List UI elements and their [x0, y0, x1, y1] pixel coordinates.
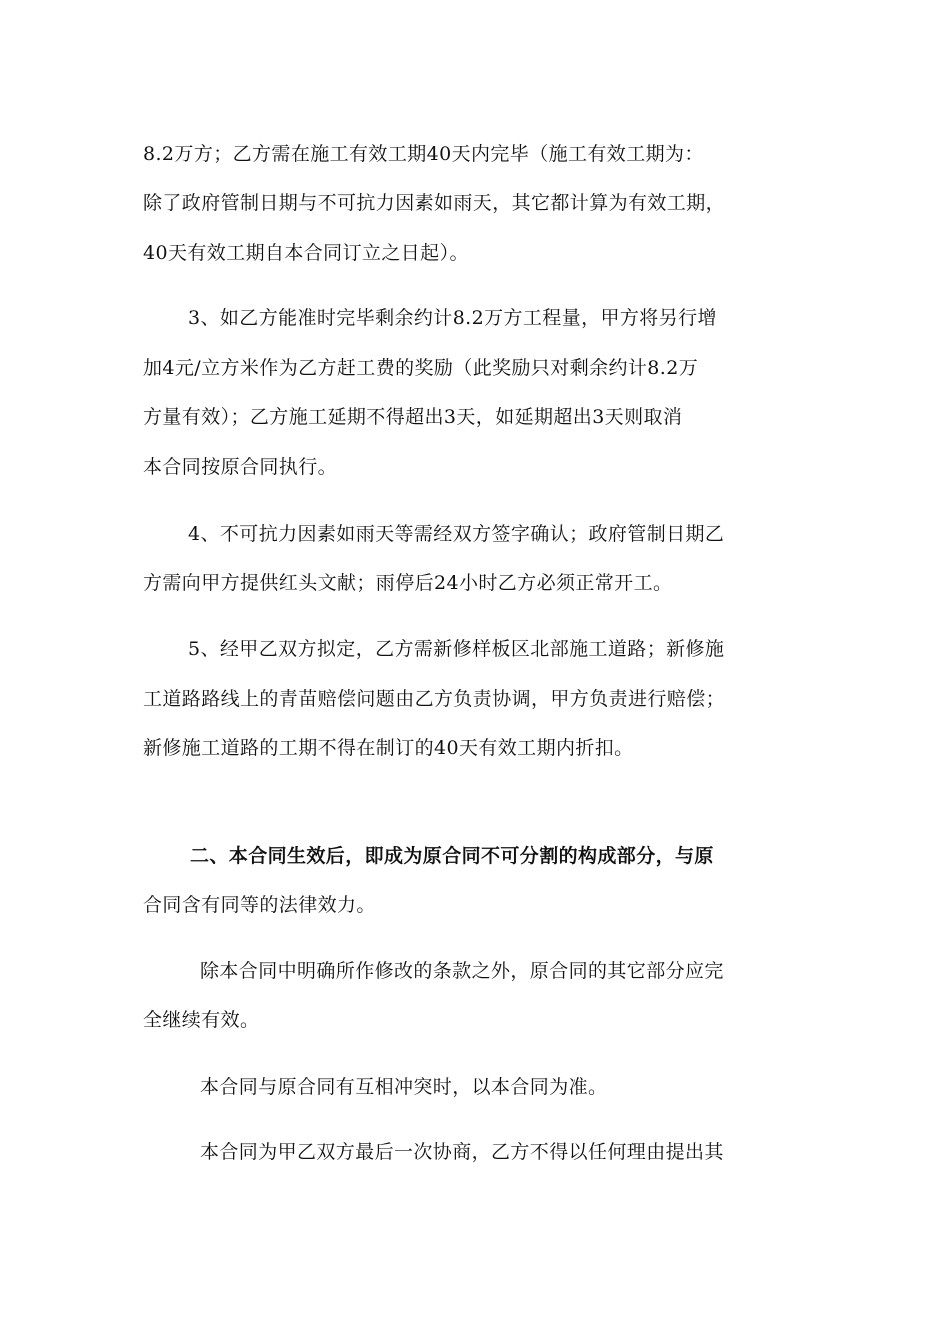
- clause-3-line-1: 3、如乙方能准时完毕剩余约计8.2万方工程量，甲方将另行增: [188, 307, 717, 329]
- section-2-line-2: 合同含有同等的法律效力。: [143, 894, 376, 916]
- paragraph-remaining-terms-line-2: 全继续有效。: [143, 1009, 260, 1031]
- clause-5-line-3: 新修施工道路的工期不得在制订的40天有效工期内折扣。: [143, 737, 634, 759]
- clause-5-line-1: 5、经甲乙双方拟定，乙方需新修样板区北部施工道路；新修施: [188, 638, 725, 660]
- clause-3-line-4: 本合同按原合同执行。: [143, 456, 338, 478]
- clause-5-line-2: 工道路路线上的青苗赔偿问题由乙方负责协调，甲方负责进行赔偿；: [143, 688, 726, 710]
- clause-4-line-2: 方需向甲方提供红头文献；雨停后24小时乙方必须正常开工。: [143, 572, 673, 594]
- paragraph-remaining-terms-line-1: 除本合同中明确所作修改的条款之外，原合同的其它部分应完: [200, 960, 724, 982]
- paragraph-2-line-1: 8.2万方；乙方需在施工有效工期40天内完毕（施工有效工期为：: [143, 143, 704, 165]
- section-2-line-1: 二、本合同生效后，即成为原合同不可分割的构成部分，与原: [190, 845, 714, 867]
- paragraph-2-line-2: 除了政府管制日期与不可抗力因素如雨天，其它都计算为有效工期，: [143, 192, 726, 214]
- paragraph-conflict: 本合同与原合同有互相冲突时，以本合同为准。: [200, 1076, 608, 1098]
- paragraph-final-negotiation: 本合同为甲乙双方最后一次协商，乙方不得以任何理由提出其: [200, 1141, 724, 1163]
- clause-3-line-2: 加4元/立方米作为乙方赶工费的奖励（此奖励只对剩余约计8.2万: [143, 357, 699, 379]
- paragraph-2-line-3: 40天有效工期自本合同订立之日起）。: [143, 242, 469, 264]
- clause-4-line-1: 4、不可抗力因素如雨天等需经双方签字确认；政府管制日期乙: [188, 523, 725, 545]
- clause-3-line-3: 方量有效）；乙方施工延期不得超出3天，如延期超出3天则取消: [143, 406, 683, 428]
